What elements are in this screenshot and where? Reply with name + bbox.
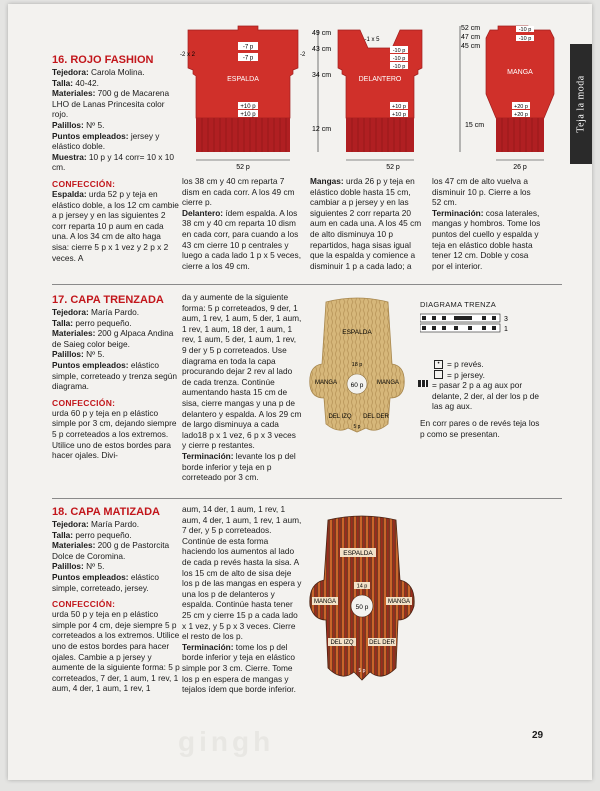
text-paragraph	[52, 408, 180, 461]
legend-jersey-text: = p jersey.	[447, 369, 485, 380]
capa17-manga-r: MANGA	[376, 380, 400, 386]
delantero-neck: -1 x 5	[364, 37, 380, 43]
pattern-16-col3	[310, 176, 426, 271]
legend-cable-text: = pasar 2 p a ag aux por delante, 2 der, al der los p de las ag aux.	[432, 380, 540, 412]
cable-chart	[420, 312, 520, 336]
text-paragraph	[52, 307, 180, 318]
paragraph-key: Materiales:	[52, 328, 96, 339]
text-paragraph	[52, 530, 180, 541]
paragraph-key: Palillos:	[52, 349, 84, 360]
paragraph-key: Talla:	[52, 529, 74, 540]
text-paragraph	[432, 176, 542, 208]
height-52: 52 cm	[461, 25, 481, 32]
paragraph-text: levante los p del borde inferior y teja en p correteado por 3 cm.	[182, 450, 296, 483]
text-paragraph	[52, 152, 180, 173]
pattern-16-col1	[52, 189, 180, 263]
pattern-18-diagram	[306, 512, 418, 702]
paragraph-text: tome los p del borde inferior y teja en elástico simple por 3 cm. Cierre. Tome los p en espera de mangas y tejalos ídem que borde inferior.	[182, 641, 296, 695]
paragraph-text: urda 52 p y teja en elástico doble, a los 12 cm cambie a p jersey y en las siguientes 2 corr reparta 10 p aum en cada una. A los 34 cm de alto haga sisa: cierre 5 p x 1 vez y 2 p x 2 veces. A	[52, 188, 179, 263]
text-paragraph	[52, 328, 180, 349]
text-paragraph	[52, 349, 180, 360]
legend-reves-text: = p revés.	[447, 359, 484, 369]
text-paragraph	[182, 451, 302, 483]
delantero-inc-2: +10 p	[392, 111, 406, 118]
separator-2	[52, 498, 562, 499]
pattern-18-col1	[52, 609, 180, 694]
paragraph-key: Tejedora:	[52, 67, 89, 77]
manga-dec-1: -10 p	[518, 26, 532, 33]
pattern-16-col4	[432, 176, 542, 271]
legend-item-jersey	[434, 370, 542, 381]
paragraph-text: urda 60 p y teja en p elástico simple por 3 cm, dejando siempre 5 p correteados a los extremos. Utilice uno de estos bordes para hacer ojales. Divi-	[52, 407, 177, 461]
section-sidebar	[570, 44, 592, 164]
manga-label: MANGA	[507, 69, 533, 76]
pattern-17-diagram	[306, 294, 408, 444]
height-15: 15 cm	[465, 122, 485, 129]
paragraph-key: Materiales:	[52, 540, 96, 551]
paragraph-key: Puntos empleados:	[52, 130, 129, 141]
delantero-dec-3: -10 p	[392, 63, 406, 70]
paragraph-text: jersey y elástico doble.	[52, 130, 160, 152]
magazine-page	[8, 4, 592, 780]
text-paragraph	[432, 208, 542, 272]
paragraph-key: Terminación:	[182, 450, 234, 461]
paragraph-key: Mangas:	[310, 176, 344, 186]
legend-item-reves	[434, 359, 542, 370]
pattern-18-specs	[52, 519, 180, 593]
pattern-17-title: 17. CAPA TRENZADA	[52, 294, 164, 306]
espalda-armhole-r: -2	[300, 52, 306, 58]
paragraph-key: Talla:	[52, 77, 74, 88]
paragraph-key: Espalda:	[52, 188, 87, 199]
text-paragraph	[52, 540, 180, 561]
height-49: 49 cm	[312, 30, 332, 37]
paragraph-key: Materiales:	[52, 88, 96, 99]
text-paragraph	[182, 176, 302, 208]
delantero-dec-1: -10 p	[392, 47, 406, 54]
capa18-bot-p: 5 p	[358, 668, 366, 674]
capa17-bot-p: 5 p	[353, 424, 361, 430]
paragraph-text: 700 g de Macarena LHO de Lanas Princesita color rojo.	[52, 88, 170, 120]
legend-items	[434, 359, 542, 412]
paragraph-text: Nº 5.	[83, 561, 105, 572]
paragraph-key: Terminación:	[182, 641, 234, 652]
delantero-dec-2: -10 p	[392, 55, 406, 62]
paragraph-text: Nº 5.	[83, 119, 105, 130]
text-paragraph	[310, 176, 426, 271]
capa18-center: 50 p	[355, 604, 369, 611]
cable-legend	[420, 300, 542, 439]
cable-cross-icon	[418, 380, 428, 387]
legend-note: En corr pares o de revés teja los p como se presentan.	[420, 417, 540, 439]
paragraph-text: Carola Molina.	[88, 67, 145, 77]
paragraph-key: Palillos:	[52, 119, 84, 130]
paragraph-key: Talla:	[52, 317, 74, 328]
text-paragraph	[52, 609, 180, 694]
text-paragraph	[52, 318, 180, 329]
espalda-inc-2: +10 p	[240, 111, 256, 118]
paragraph-text: 40-42.	[73, 77, 99, 88]
paragraph-text: urda 50 p y teja en p elástico simple por 4 cm, deje siempre 5 p correteados a los extremos. Utilice uno de estos bordes para hacer ojales. Cambie a p jersey y aumente de la siguiente forma: 5 p correteados, 7 der, 1 aum, 1 rev, 1 aum, 4 der, 1 aum, 1 rev, 1	[52, 609, 180, 694]
text-paragraph	[52, 561, 180, 572]
pattern-17-intro	[52, 294, 180, 461]
paragraph-key: Puntos empleados:	[52, 359, 129, 370]
pattern-17-col1	[52, 408, 180, 461]
pattern-17-specs	[52, 307, 180, 392]
height-47: 47 cm	[461, 34, 481, 41]
reves-icon: •	[434, 360, 443, 369]
jersey-icon	[434, 370, 443, 379]
text-paragraph	[182, 292, 302, 451]
text-paragraph	[52, 131, 180, 152]
manga-dec-2: -10 p	[518, 35, 532, 42]
paragraph-key: Tejedora:	[52, 519, 89, 529]
paragraph-key: Delantero:	[182, 207, 224, 218]
capa17-top-p: 18 p	[351, 362, 363, 368]
paragraph-text: da y aumente de la siguiente forma: 5 p correteados, 9 der, 1 aum, 1 rev, 1 aum, 5 der, 1 aum, 1 rev, 1 aum, 18 der, 1 aum, 1 rev, 1 aum, 5 der, 1 aum, 1 rev, 9 der y 5 p correteados. Use diagrama en toda la capa procurando dejar 2 rev al lado de cada trenza. Continúe aumentando hasta 15 cm de sisa, cierre mangas y una p de delantero y espalda. A los 29 cm de largo disminuya a cada lado18 p x 1 vez, 6 p x 3 veces y cierre p restantes.	[182, 292, 302, 451]
delantero-label: DELANTERO	[358, 76, 402, 83]
paragraph-text: urda 26 p y teja en elástico doble hasta 15 cm, cambiar a p jersey y en las siguientes 2 corr reparta 20 aum en cada una. A los 45 cm de alto disminuya 10 p repartidos, haga sisas igual que la espalda y comience a disminuir 1 p a cada lado; a	[310, 176, 422, 271]
espalda-piece	[180, 26, 306, 171]
manga-inc-2: +20 p	[514, 111, 528, 118]
paragraph-text: Nº 5.	[83, 349, 105, 360]
height-34: 34 cm	[312, 72, 332, 79]
pattern-17-confection-title: CONFECCIÓN:	[52, 397, 116, 408]
paragraph-text: aum, 14 der, 1 aum, 1 rev, 1 aum, 4 der, 1 aum, 1 rev, 1 aum, 7 der, y 5 p correteados. Continúe de esta forma haciendo los aumentos al lado de cada p revés hasta la sisa. A los 15 cm de alto de sisa deje los p de las mangas en espera y una los p de delanteros y espalda. Continúe hasta tener 25 cm y cierre 15 p a cada lado x 1 vez, y 5 p x 3 veces. Cierre el resto de los p.	[182, 504, 302, 642]
pattern-16-intro	[52, 54, 180, 263]
paragraph-text: los 47 cm de alto vuelva a disminuir 10 p. Cierre a los 52 cm.	[432, 176, 531, 208]
delantero-width: 52 p	[386, 164, 400, 171]
paragraph-text: elástico simple, correteado, jersey.	[52, 571, 159, 593]
capa18-manga-r: MANGA	[387, 599, 411, 605]
separator-1	[52, 284, 562, 285]
text-paragraph	[52, 78, 180, 89]
paragraph-text: elástico simple, correteado y trenza según diagrama.	[52, 359, 177, 392]
espalda-armhole-l: -2 x 2	[180, 52, 196, 58]
paragraph-text: María Pardo.	[88, 519, 139, 529]
watermark: gingh	[178, 726, 275, 757]
paragraph-text: cosa laterales, mangas y hombros. Tome los puntos del cuello y espalda y teja en elástico doble hasta tener 12 cm. Doble y cosa por el interior.	[432, 207, 541, 271]
text-paragraph	[52, 88, 180, 120]
pattern-16-diagram	[178, 18, 568, 176]
pattern-16-specs	[52, 67, 180, 173]
text-paragraph	[182, 504, 302, 642]
capa18-manga-l: MANGA	[313, 599, 337, 605]
cable-legend-title: DIAGRAMA TRENZA	[420, 300, 497, 309]
espalda-width: 52 p	[236, 164, 250, 171]
capa18-del-izq: DEL IZQ	[330, 640, 354, 646]
paragraph-text: perro pequeño.	[73, 317, 132, 328]
paragraph-text: 200 g Alpaca Andina de Saieg color beige.	[52, 328, 174, 349]
pattern-18-intro	[52, 506, 180, 694]
paragraph-text: 200 g de Pastorcita Dolce de Coromina.	[52, 540, 170, 561]
manga-piece	[486, 26, 554, 171]
paragraph-text: ídem espalda. A los 38 cm y 40 cm reparta 10 dism en cada corr, para cuando a los 43 cm cierre 10 p centrales y luego a cada lado 1 p x 5 veces, cierre a los 49 cm.	[182, 207, 302, 271]
capa17-center: 60 p	[350, 382, 364, 389]
paragraph-text: María Pardo.	[88, 307, 139, 317]
capa17-espalda: ESPALDA	[342, 329, 372, 336]
page-number: 29	[532, 730, 544, 741]
delantero-piece	[338, 30, 422, 171]
text-paragraph	[182, 208, 302, 272]
capa18-espalda: ESPALDA	[343, 550, 373, 557]
paragraph-text: perro pequeño.	[73, 529, 132, 540]
paragraph-key: Tejedora:	[52, 307, 89, 317]
paragraph-text: los 38 cm y 40 cm reparta 7 dism en cada corr. A los 49 cm cierre p.	[182, 176, 295, 208]
capa18-top-p: 14 p	[356, 583, 368, 590]
espalda-label: ESPALDA	[227, 76, 259, 83]
pattern-16-title: 16. ROJO FASHION	[52, 54, 154, 66]
espalda-dec-2: -7 p	[242, 55, 254, 62]
capa17-del-izq: DEL IZQ	[328, 414, 352, 420]
capa17-del-der: DEL DER	[363, 414, 389, 420]
manga-width: 26 p	[513, 164, 527, 171]
delantero-inc-1: +10 p	[392, 103, 406, 110]
pattern-17-col2	[182, 292, 302, 483]
text-paragraph	[52, 189, 180, 263]
espalda-dec-top: -7 p	[242, 44, 254, 51]
text-paragraph	[52, 67, 180, 78]
pattern-16-confection-title: CONFECCIÓN:	[52, 178, 116, 189]
pattern-16-col2	[182, 176, 302, 271]
height-45: 45 cm	[461, 43, 481, 50]
chart-row-3: 3	[504, 316, 508, 323]
text-paragraph	[52, 360, 180, 392]
height-43: 43 cm	[312, 46, 332, 53]
paragraph-key: Palillos:	[52, 561, 84, 572]
pattern-18-col2	[182, 504, 302, 695]
text-paragraph	[52, 519, 180, 530]
paragraph-key: Puntos empleados:	[52, 571, 129, 582]
text-paragraph	[52, 572, 180, 593]
espalda-inc-1: +10 p	[240, 103, 256, 110]
chart-row-1: 1	[504, 326, 508, 333]
pattern-18-confection-title: CONFECCIÓN:	[52, 599, 116, 610]
section-label: Teja la moda	[575, 75, 587, 133]
manga-inc-1: +20 p	[514, 103, 528, 110]
text-paragraph	[182, 642, 302, 695]
pattern-18-title: 18. CAPA MATIZADA	[52, 506, 160, 518]
legend-item-cable	[434, 380, 542, 412]
paragraph-key: Muestra:	[52, 151, 87, 162]
capa18-del-der: DEL DER	[369, 640, 395, 646]
paragraph-text: 10 p y 14 corr= 10 x 10 cm.	[52, 151, 174, 173]
capa17-manga-l: MANGA	[314, 380, 338, 386]
paragraph-key: Terminación:	[432, 207, 484, 218]
height-12: 12 cm	[312, 126, 332, 133]
text-paragraph	[52, 120, 180, 131]
